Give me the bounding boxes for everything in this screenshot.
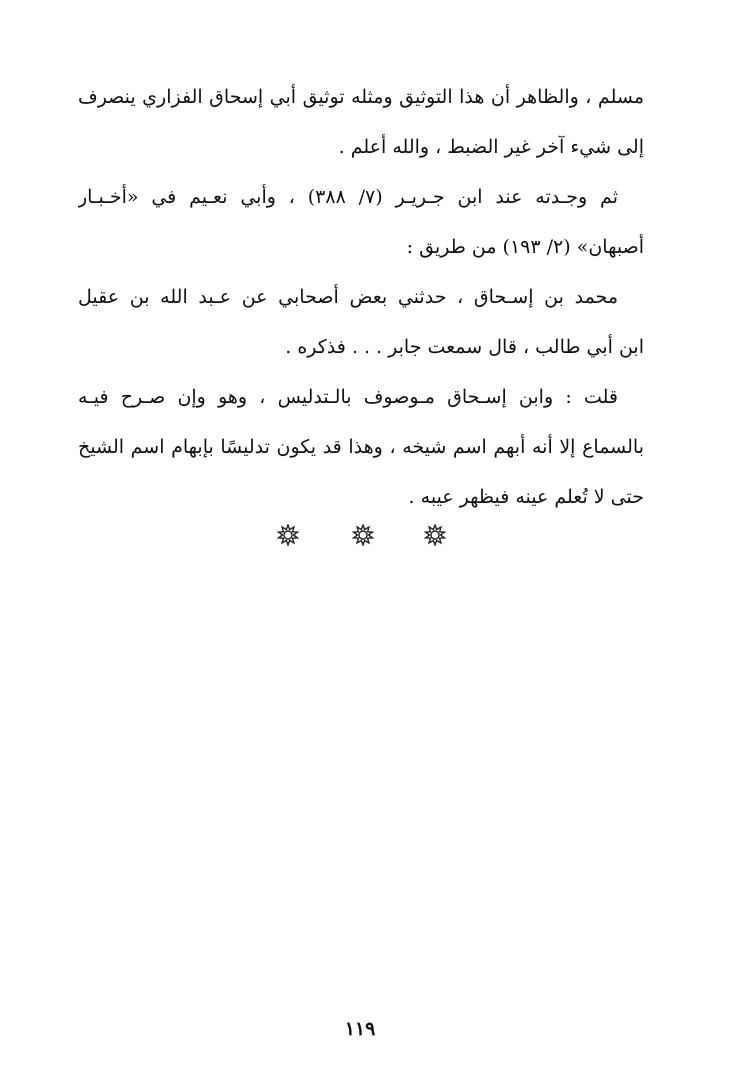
- body-text: [78, 72, 644, 522]
- text-line: حتى لا تُعلم عينه فيظهر عيبه .: [408, 486, 644, 508]
- section-divider: [0, 524, 747, 554]
- star-flower-icon: [424, 524, 446, 546]
- page-number: ١١٩: [344, 1018, 376, 1040]
- text-line: ابن أبي طالب ، قال سمعت جابر . . . فذكره .: [285, 336, 644, 358]
- star-flower-icon: [352, 524, 374, 546]
- star-flower-icon: [277, 524, 299, 546]
- text-line: قلت : وابن إسـحاق مـوصوف بالـتدليس ، وهو وإن صـرح فيـه: [78, 386, 618, 408]
- text-line: بالسماع إلا أنه أبهم اسم شيخه ، وهذا قد يكون تدليسًا بإبهام اسم الشيخ: [78, 436, 644, 458]
- text-line: مسلم ، والظاهر أن هذا التوثيق ومثله توثيق أبي إسحاق الفزاري ينصرف: [78, 86, 644, 108]
- text-line: محمد بن إسـحاق ، حدثني بعض أصحابي عن عـبد الله بن عقيل: [78, 286, 618, 308]
- text-line: إلى شيء آخر غير الضبط ، والله أعلم .: [338, 136, 644, 158]
- text-line: أصبهان» (٢/ ١٩٣) من طريق :: [406, 236, 644, 258]
- text-line: ثم وجـدته عند ابن جـريـر (٧/ ٣٨٨) ، وأبي نعـيم في «أخـبـار: [78, 186, 618, 208]
